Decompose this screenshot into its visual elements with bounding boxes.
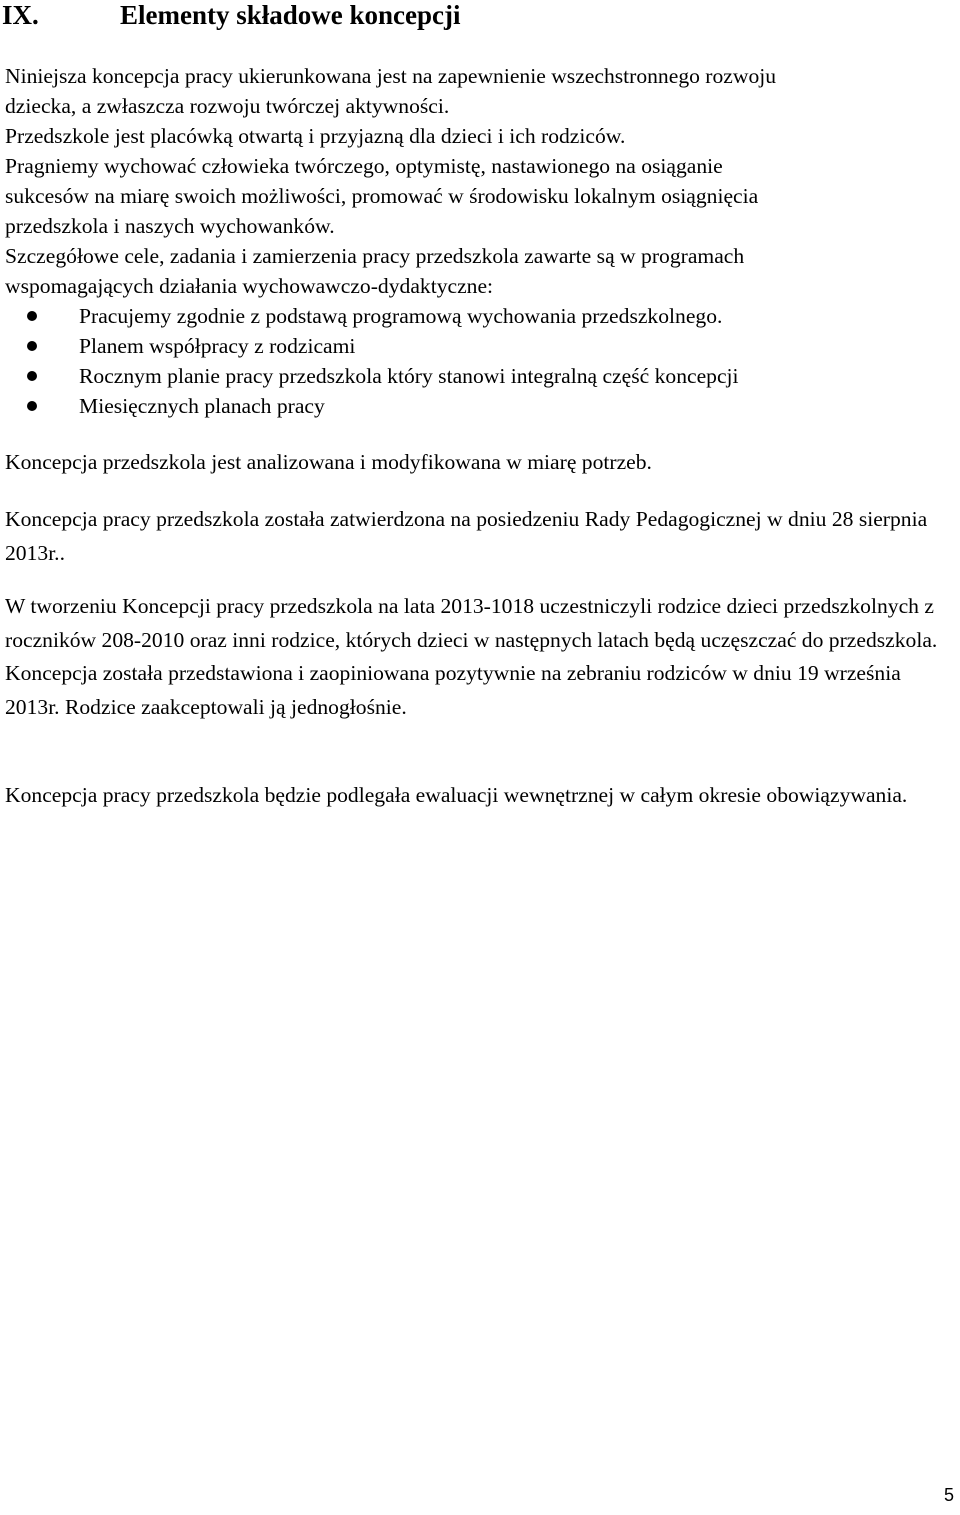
page-number: 5	[943, 1485, 954, 1505]
intro-line: przedszkola i naszych wychowanków.	[5, 214, 335, 238]
intro-line: sukcesów na miarę swoich możliwości, promować w środowisku lokalnym osiągnięcia	[5, 184, 759, 208]
bullet-icon	[27, 311, 37, 321]
bullet-text: Pracujemy zgodnie z podstawą programową wychowania przedszkolnego.	[79, 304, 723, 328]
bullet-list	[5, 301, 950, 421]
bullet-text: Rocznym planie pracy przedszkola który stanowi integralną część koncepcji	[79, 364, 739, 388]
bullet-icon	[27, 371, 37, 381]
section-heading	[2, 0, 461, 30]
section-title: Elementy składowe koncepcji	[120, 0, 461, 30]
intro-block	[5, 61, 950, 421]
intro-line: Niniejsza koncepcja pracy ukierunkowana jest na zapewnienie wszechstronnego rozwoju	[5, 64, 777, 88]
paragraph-analysis: Koncepcja przedszkola jest analizowana i modyfikowana w miarę potrzeb.	[5, 450, 652, 474]
paragraph-creation: W tworzeniu Koncepcji pracy przedszkola na lata 2013-1018 uczestniczyli rodzice dzieci przedszkolnych z roczników 208-2010 oraz inni rodzice, których dzieci w następnych latach będą uczęszczać do przedszkola. Koncepcja została przedstawiona i zaopiniowana pozytywnie na zebraniu rodziców w dniu 19 września 2013r. Rodzice zaakceptowali ją jednogłośnie.	[5, 594, 938, 719]
bullet-icon	[27, 401, 37, 411]
bullet-icon	[27, 341, 37, 351]
intro-line: dziecka, a zwłaszcza rozwoju twórczej aktywności.	[5, 94, 450, 118]
paragraph-evaluation: Koncepcja pracy przedszkola będzie podlegała ewaluacji wewnętrznej w całym okresie obowiązywania.	[5, 783, 908, 807]
bullet-item	[5, 361, 950, 391]
section-number: IX.	[2, 0, 39, 30]
bullet-item	[5, 301, 950, 331]
intro-line: Pragniemy wychować człowieka twórczego, optymistę, nastawionego na osiąganie	[5, 154, 723, 178]
bullet-text: Planem współpracy z rodzicami	[79, 334, 356, 358]
intro-line: wspomagających działania wychowawczo-dydaktyczne:	[5, 274, 494, 298]
intro-line: Szczegółowe cele, zadania i zamierzenia pracy przedszkola zawarte są w programach	[5, 244, 745, 268]
intro-line: Przedszkole jest placówką otwartą i przyjazną dla dzieci i ich rodziców.	[5, 124, 626, 148]
bullet-item	[5, 391, 950, 421]
bullet-text: Miesięcznych planach pracy	[79, 394, 325, 418]
paragraph-approval: Koncepcja pracy przedszkola została zatwierdzona na posiedzeniu Rady Pedagogicznej w dniu 28 sierpnia 2013r..	[5, 507, 928, 565]
bullet-item	[5, 331, 950, 361]
